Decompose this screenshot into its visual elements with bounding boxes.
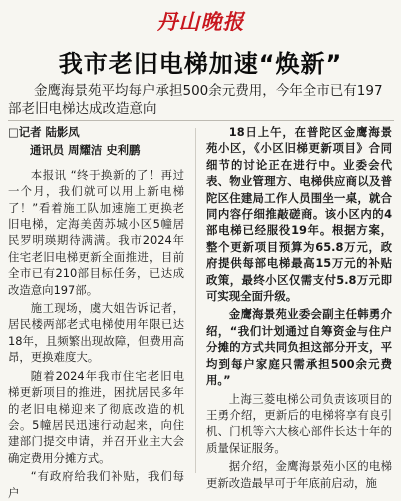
article-paragraph: “有政府给我们补贴，我们每户	[8, 469, 184, 500]
article-headline: 我市老旧电梯加速“焕新”	[58, 50, 343, 78]
article-column-right	[206, 124, 392, 490]
byline-correspondents: 通讯员 周耀洁 史利鹏	[30, 143, 141, 158]
article-paragraph: 金鹰海景苑业委会副主任韩勇介绍，“我们计划通过自筹资金与住户分摊的方式共同负担这部分开支，平均到每户家庭只需承担500余元费用。”	[206, 307, 392, 388]
header-divider	[8, 120, 394, 121]
newspaper-masthead	[0, 6, 401, 36]
right-paragraphs	[206, 124, 392, 491]
masthead-logo-text: 丹山晚报	[156, 9, 245, 34]
article-paragraph: 随着2024年我市住宅老旧电梯更新项目的推进，困扰居民多年的老旧电梯迎来了彻底改造的机会。5幢居民迅速行动起来，向住建部门提交申请，并召开业主大会确定费用分摊方式。	[8, 368, 184, 465]
article-subhead: 金鹰海景苑平均每户承担500余元费用，今年全市已有197部老旧电梯达成改造意向	[8, 83, 383, 117]
article-paragraph: 本报讯 “终于换新的了！再过一个月，我们就可以用上新电梯了！”看着施工队加速施工更换老旧电梯，定海美茵苏城小区5幢居民罗明瑛期待满满。我市2024年住宅老旧电梯更新全面推进，目前全市已有210部目标任务，已达成改造意向197部。	[8, 167, 184, 297]
article-paragraph: 上海三菱电梯公司负责该项目的王勇介绍，更新后的电梯将享有良引机、门机等六大核心部件长达十年的质量保证服务。	[206, 391, 392, 455]
left-paragraphs	[8, 167, 184, 501]
article-paragraph: 施工现场，虞大姐告诉记者，居民楼两部老式电梯使用年限已达18年，且频繁出现故障，但费用高昂，更换难度大。	[8, 301, 184, 365]
article-paragraph: 据介绍，金鹰海景苑小区的电梯更新改造最早可于年底前启动，施	[206, 459, 392, 490]
column-divider	[195, 128, 196, 473]
article-column-left	[8, 124, 184, 500]
article-paragraph: 18日上午，在普陀区金鹰海景苑小区，《小区旧梯更新项目》合同细节的讨论正在进行中。业委会代表、物业管理方、电梯供应商以及普陀区住建局工作人员围坐一桌，就合同内容仔细推敲磋商。该小区内的4部电梯已经服役19年。根据方案，整个更新项目预算为65.8万元，政府提供每部电梯最高15万元的补贴政策，最终小区仅需支付5.8万元即可实现全面升级。	[206, 125, 392, 304]
byline-reporter: □记者 陆影凤	[8, 125, 80, 139]
